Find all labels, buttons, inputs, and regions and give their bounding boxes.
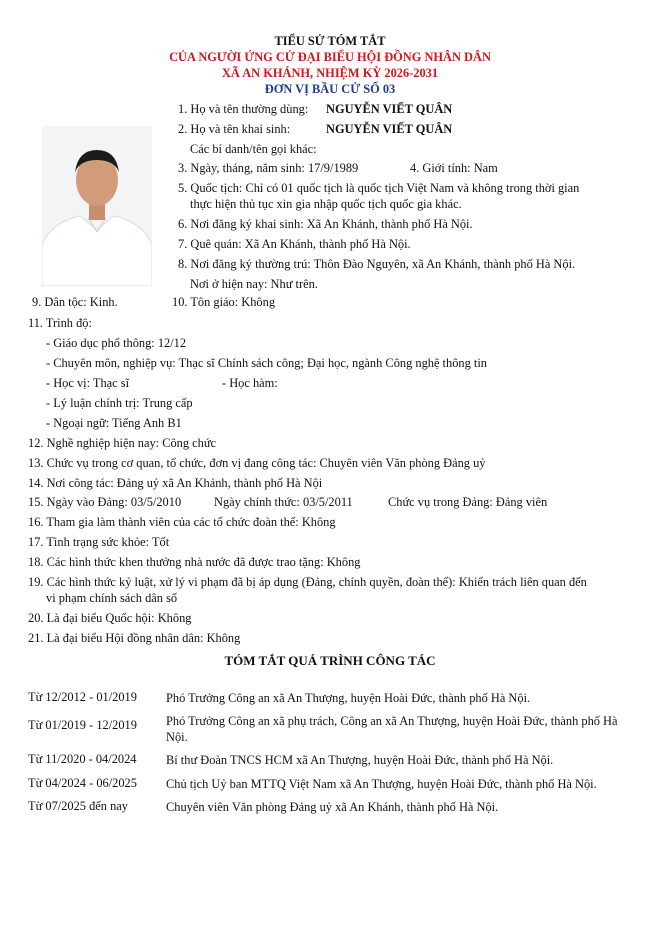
work-date: Từ 07/2025 đến nay bbox=[28, 799, 128, 813]
work-description: Bí thư Đoàn TNCS HCM xã An Thượng, huyện Hoài Đức, thành phố Hà Nội. bbox=[166, 753, 554, 767]
birth-name-value: NGUYỄN VIẾT QUÂN bbox=[326, 122, 453, 136]
party-join-line: 15. Ngày vào Đảng: 03/5/2010 bbox=[28, 495, 182, 509]
organizations-line: 16. Tham gia làm thành viên của các tổ chức đoàn thể: Không bbox=[28, 515, 336, 529]
permanent-residence-line: 8. Nơi đăng ký thường trú: Thôn Đào Nguyên, xã An Khánh, thành phố Hà Nội. bbox=[178, 257, 576, 271]
party-official-line: Ngày chính thức: 03/5/2011 bbox=[214, 495, 353, 509]
work-description: Phó Trưởng Công an xã An Thượng, huyện Hoài Đức, thành phố Hà Nội. bbox=[166, 691, 531, 705]
alias-line: Các bí danh/tên gọi khác: bbox=[190, 142, 317, 156]
candidate-photo bbox=[42, 126, 152, 286]
work-date: Từ 11/2020 - 04/2024 bbox=[28, 752, 137, 766]
academic-title-line: - Học hàm: bbox=[222, 376, 278, 390]
work-description: Phó Trưởng Công an xã phụ trách, Công an xã An Thượng, huyện Hoài Đức, thành phố Hà Nội. bbox=[166, 714, 618, 744]
nationality-line-cont: thực hiện thủ tục xin gia nhập quốc tịch quốc gia khác. bbox=[190, 197, 462, 211]
major-line: - Chuyên môn, nghiệp vụ: Thạc sĩ Chính sách công; Đại học, ngành Công nghệ thông tin bbox=[46, 356, 487, 370]
work-date: Từ 04/2024 - 06/2025 bbox=[28, 776, 137, 790]
education-heading: 11. Trình độ: bbox=[28, 316, 92, 330]
general-education-line: - Giáo dục phổ thông: 12/12 bbox=[46, 336, 187, 350]
ethnicity-line: 9. Dân tộc: Kinh. bbox=[32, 295, 118, 309]
discipline-line: 19. Các hình thức kỷ luật, xử lý vi phạm đã bị áp dụng (Đảng, chính quyền, đoàn thể): Khiển trách liên quan đến bbox=[28, 575, 587, 589]
doc-subtitle: CỦA NGƯỜI ỨNG CỬ ĐẠI BIỂU HỘI ĐỒNG NHÂN DÂN bbox=[169, 50, 491, 64]
hometown-line: 7. Quê quán: Xã An Khánh, thành phố Hà Nội. bbox=[178, 237, 411, 251]
health-line: 17. Tình trạng sức khỏe: Tốt bbox=[28, 535, 170, 549]
position-line: 13. Chức vụ trong cơ quan, tổ chức, đơn vị đang công tác: Chuyên viên Văn phòng Đảng uỷ bbox=[28, 456, 486, 470]
work-description: Chuyên viên Văn phòng Đảng uỷ xã An Khánh, thành phố Hà Nội. bbox=[166, 800, 499, 814]
doc-title: TIỂU SỬ TÓM TẮT bbox=[274, 34, 386, 48]
workplace-line: 14. Nơi công tác: Đảng uỷ xã An Khánh, thành phố Hà Nội bbox=[28, 476, 323, 490]
full-name-value: NGUYỄN VIẾT QUÂN bbox=[326, 102, 453, 116]
discipline-line-cont: vi phạm chính sách dân số bbox=[46, 591, 178, 605]
political-theory-line: - Lý luận chính trị: Trung cấp bbox=[46, 396, 193, 410]
work-history-title: TÓM TẮT QUÁ TRÌNH CÔNG TÁC bbox=[224, 653, 436, 668]
nationality-line: 5. Quốc tịch: Chỉ có 01 quốc tịch là quốc tịch Việt Nam và không trong thời gian bbox=[178, 181, 580, 195]
gender-line: 4. Giới tính: Nam bbox=[410, 161, 498, 175]
doc-constituency: ĐƠN VỊ BẦU CỬ SỐ 03 bbox=[264, 82, 396, 96]
foreign-language-line: - Ngoại ngữ: Tiếng Anh B1 bbox=[46, 416, 182, 430]
work-date: Từ 01/2019 - 12/2019 bbox=[28, 718, 137, 732]
occupation-line: 12. Nghề nghiệp hiện nay: Công chức bbox=[28, 436, 217, 450]
council-line: 21. Là đại biểu Hội đồng nhân dân: Không bbox=[28, 631, 241, 645]
party-position-line: Chức vụ trong Đảng: Đảng viên bbox=[388, 495, 548, 509]
national-assembly-line: 20. Là đại biểu Quốc hội: Không bbox=[28, 611, 192, 625]
birth-registration-line: 6. Nơi đăng ký khai sinh: Xã An Khánh, thành phố Hà Nội. bbox=[178, 217, 473, 231]
awards-line: 18. Các hình thức khen thưởng nhà nước đã được trao tặng: Không bbox=[28, 555, 361, 569]
degree-line: - Học vị: Thạc sĩ bbox=[46, 376, 130, 390]
birth-name-label: 2. Họ và tên khai sinh: bbox=[178, 122, 291, 136]
birth-date-line: 3. Ngày, tháng, năm sinh: 17/9/1989 bbox=[178, 161, 359, 175]
doc-term: XÃ AN KHÁNH, NHIỆM KỲ 2026-2031 bbox=[221, 66, 439, 80]
work-date: Từ 12/2012 - 01/2019 bbox=[28, 690, 137, 704]
full-name-label: 1. Họ và tên thường dùng: bbox=[178, 102, 309, 116]
work-description: Chủ tịch Uỷ ban MTTQ Việt Nam xã An Thượng, huyện Hoài Đức, thành phố Hà Nội. bbox=[166, 777, 597, 791]
current-residence-line: Nơi ở hiện nay: Như trên. bbox=[190, 277, 318, 291]
religion-line: 10. Tôn giáo: Không bbox=[172, 295, 276, 309]
